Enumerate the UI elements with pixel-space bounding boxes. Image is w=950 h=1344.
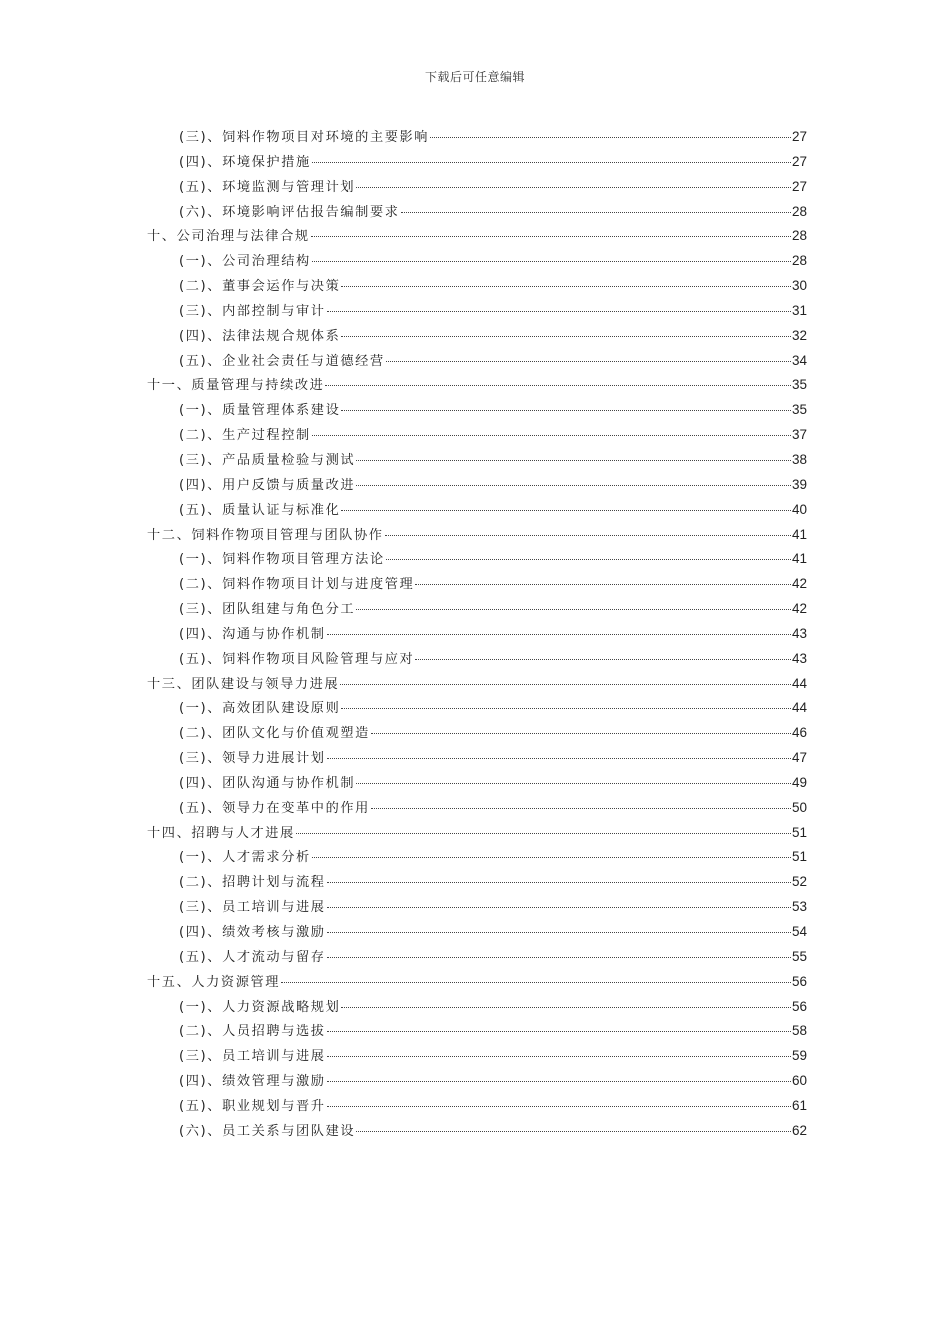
toc-entry-title: (三)、员工培训与进展 bbox=[179, 900, 326, 916]
toc-page-number: 27 bbox=[791, 129, 807, 144]
toc-entry-title: (四)、环境保护措施 bbox=[179, 154, 311, 170]
toc-section-entry[interactable] bbox=[147, 547, 807, 572]
toc-page-number: 40 bbox=[791, 501, 807, 517]
toc-entry-title: (一)、饲料作物项目管理方法论 bbox=[179, 552, 385, 568]
toc-entry-title: (四)、沟通与协作机制 bbox=[179, 626, 326, 642]
toc-entry-title: (一)、质量管理体系建设 bbox=[179, 403, 341, 419]
toc-section-entry[interactable] bbox=[147, 1069, 807, 1094]
table-of-contents bbox=[147, 125, 807, 1144]
toc-page-number: 56 bbox=[791, 973, 807, 989]
toc-entry-title: 十二、饲料作物项目管理与团队协作 bbox=[147, 527, 384, 543]
toc-entry-title: (一)、公司治理结构 bbox=[179, 254, 311, 270]
toc-section-entry[interactable] bbox=[147, 622, 807, 647]
toc-section-entry[interactable] bbox=[147, 1044, 807, 1069]
toc-dot-leader bbox=[341, 408, 791, 411]
toc-entry-title: (三)、员工培训与进展 bbox=[179, 1049, 326, 1065]
toc-entry-title: (一)、人力资源战略规划 bbox=[179, 999, 341, 1015]
toc-dot-leader bbox=[327, 880, 791, 883]
toc-dot-leader bbox=[415, 582, 791, 585]
toc-section-entry[interactable] bbox=[147, 995, 807, 1020]
toc-section-entry[interactable] bbox=[147, 1119, 807, 1144]
toc-dot-leader bbox=[327, 632, 791, 635]
toc-page-number: 53 bbox=[791, 899, 807, 915]
toc-dot-leader bbox=[341, 706, 791, 709]
toc-page-number: 35 bbox=[791, 377, 807, 393]
toc-page-number: 51 bbox=[791, 824, 807, 840]
toc-page-number: 52 bbox=[791, 874, 807, 890]
toc-section-entry[interactable] bbox=[147, 423, 807, 448]
toc-dot-leader bbox=[312, 160, 791, 163]
toc-dot-leader bbox=[341, 1005, 791, 1008]
toc-chapter-entry[interactable] bbox=[147, 373, 807, 398]
toc-page-number: 44 bbox=[791, 675, 807, 691]
toc-page-number: 56 bbox=[791, 998, 807, 1014]
toc-entry-title: (一)、人才需求分析 bbox=[179, 850, 311, 866]
toc-dot-leader bbox=[371, 806, 791, 809]
toc-entry-title: (三)、团队组建与角色分工 bbox=[179, 602, 356, 618]
toc-page-number: 59 bbox=[791, 1048, 807, 1064]
toc-dot-leader bbox=[341, 508, 791, 511]
toc-dot-leader bbox=[341, 284, 791, 287]
toc-section-entry[interactable] bbox=[147, 796, 807, 821]
toc-dot-leader bbox=[385, 533, 791, 536]
toc-dot-leader bbox=[356, 1129, 791, 1132]
toc-entry-title: 十三、团队建设与领导力进展 bbox=[147, 676, 340, 692]
toc-dot-leader bbox=[312, 855, 791, 858]
toc-entry-title: (二)、生产过程控制 bbox=[179, 428, 311, 444]
toc-dot-leader bbox=[327, 309, 791, 312]
toc-page-number: 28 bbox=[791, 253, 807, 269]
toc-page-number: 34 bbox=[791, 352, 807, 368]
toc-entry-title: (六)、员工关系与团队建设 bbox=[179, 1123, 356, 1139]
toc-dot-leader bbox=[430, 135, 791, 138]
toc-dot-leader bbox=[325, 383, 791, 386]
toc-section-entry[interactable] bbox=[147, 945, 807, 970]
toc-section-entry[interactable] bbox=[147, 721, 807, 746]
toc-section-entry[interactable] bbox=[147, 498, 807, 523]
toc-section-entry[interactable] bbox=[147, 870, 807, 895]
toc-page-number: 55 bbox=[791, 948, 807, 964]
toc-page-number: 44 bbox=[791, 700, 807, 716]
toc-page-number: 61 bbox=[791, 1097, 807, 1113]
toc-section-entry[interactable] bbox=[147, 572, 807, 597]
toc-entry-title: (一)、高效团队建设原则 bbox=[179, 701, 341, 717]
toc-dot-leader bbox=[356, 781, 791, 784]
toc-page-number: 32 bbox=[791, 327, 807, 343]
toc-section-entry[interactable] bbox=[147, 299, 807, 324]
toc-section-entry[interactable] bbox=[147, 125, 807, 150]
toc-dot-leader bbox=[386, 359, 791, 362]
toc-page-number: 41 bbox=[791, 551, 807, 567]
toc-entry-title: (三)、内部控制与审计 bbox=[179, 303, 326, 319]
toc-section-entry[interactable] bbox=[147, 920, 807, 945]
toc-page-number: 62 bbox=[791, 1122, 807, 1138]
toc-chapter-entry[interactable] bbox=[147, 523, 807, 548]
toc-page-number: 46 bbox=[791, 725, 807, 741]
toc-entry-title: (五)、质量认证与标准化 bbox=[179, 502, 341, 518]
toc-page-number: 43 bbox=[791, 625, 807, 641]
toc-chapter-entry[interactable] bbox=[147, 821, 807, 846]
toc-dot-leader bbox=[296, 831, 791, 834]
toc-dot-leader bbox=[401, 210, 791, 213]
toc-entry-title: (五)、环境监测与管理计划 bbox=[179, 179, 356, 195]
toc-page-number: 54 bbox=[791, 924, 807, 939]
toc-section-entry[interactable] bbox=[147, 274, 807, 299]
toc-dot-leader bbox=[327, 1079, 791, 1082]
toc-entry-title: (二)、人员招聘与选拔 bbox=[179, 1024, 326, 1040]
toc-dot-leader bbox=[327, 1054, 791, 1057]
toc-dot-leader bbox=[312, 433, 791, 436]
toc-dot-leader bbox=[415, 657, 791, 660]
toc-dot-leader bbox=[327, 905, 791, 908]
toc-page-number: 38 bbox=[791, 451, 807, 467]
toc-dot-leader bbox=[371, 731, 791, 734]
toc-dot-leader bbox=[386, 557, 791, 560]
toc-page-number: 51 bbox=[791, 849, 807, 865]
toc-section-entry[interactable] bbox=[147, 200, 807, 225]
toc-dot-leader bbox=[327, 955, 791, 958]
toc-entry-title: (二)、招聘计划与流程 bbox=[179, 875, 326, 891]
toc-section-entry[interactable] bbox=[147, 175, 807, 200]
toc-page-number: 35 bbox=[791, 402, 807, 418]
toc-section-entry[interactable] bbox=[147, 249, 807, 274]
toc-page-number: 60 bbox=[791, 1073, 807, 1089]
toc-entry-title: (二)、董事会运作与决策 bbox=[179, 279, 341, 295]
toc-page-number: 27 bbox=[791, 178, 807, 194]
toc-page-number: 58 bbox=[791, 1023, 807, 1039]
toc-dot-leader bbox=[327, 756, 791, 759]
toc-page-number: 31 bbox=[791, 302, 807, 318]
toc-section-entry[interactable] bbox=[147, 150, 807, 175]
toc-dot-leader bbox=[327, 1029, 791, 1032]
toc-section-entry[interactable] bbox=[147, 324, 807, 349]
toc-section-entry[interactable] bbox=[147, 895, 807, 920]
toc-dot-leader bbox=[356, 458, 791, 461]
toc-dot-leader bbox=[327, 1104, 791, 1107]
toc-section-entry[interactable] bbox=[147, 1094, 807, 1119]
page-header: 下载后可任意编辑 bbox=[424, 70, 525, 84]
toc-dot-leader bbox=[356, 607, 791, 610]
toc-entry-title: (二)、饲料作物项目计划与进度管理 bbox=[179, 577, 415, 593]
toc-section-entry[interactable] bbox=[147, 349, 807, 374]
toc-dot-leader bbox=[356, 185, 791, 188]
toc-dot-leader bbox=[341, 334, 791, 337]
toc-page-number: 37 bbox=[791, 427, 807, 443]
toc-page-number: 43 bbox=[791, 650, 807, 666]
toc-entry-title: (三)、领导力进展计划 bbox=[179, 751, 326, 767]
toc-section-entry[interactable] bbox=[147, 647, 807, 672]
toc-page-number: 28 bbox=[791, 228, 807, 244]
toc-dot-leader bbox=[327, 930, 791, 933]
toc-entry-title: (五)、领导力在变革中的作用 bbox=[179, 800, 370, 816]
toc-page-number: 42 bbox=[791, 576, 807, 592]
toc-page-number: 42 bbox=[791, 601, 807, 617]
toc-chapter-entry[interactable] bbox=[147, 224, 807, 249]
toc-chapter-entry[interactable] bbox=[147, 672, 807, 697]
toc-section-entry[interactable] bbox=[147, 473, 807, 498]
toc-section-entry[interactable] bbox=[147, 597, 807, 622]
toc-page-number: 47 bbox=[791, 750, 807, 766]
toc-entry-title: (四)、用户反馈与质量改进 bbox=[179, 477, 356, 493]
toc-entry-title: (四)、绩效管理与激励 bbox=[179, 1074, 326, 1090]
toc-page-number: 28 bbox=[791, 203, 807, 219]
toc-dot-leader bbox=[356, 483, 791, 486]
toc-entry-title: (五)、企业社会责任与道德经营 bbox=[179, 353, 385, 369]
toc-entry-title: (六)、环境影响评估报告编制要求 bbox=[179, 204, 400, 220]
toc-entry-title: (四)、绩效考核与激励 bbox=[179, 925, 326, 940]
toc-entry-title: (五)、饲料作物项目风险管理与应对 bbox=[179, 651, 415, 667]
toc-section-entry[interactable] bbox=[147, 696, 807, 721]
toc-section-entry[interactable] bbox=[147, 398, 807, 423]
toc-section-entry[interactable] bbox=[147, 845, 807, 870]
toc-page-number: 50 bbox=[791, 799, 807, 815]
toc-section-entry[interactable] bbox=[147, 448, 807, 473]
toc-dot-leader bbox=[312, 259, 791, 262]
toc-section-entry[interactable] bbox=[147, 771, 807, 796]
toc-entry-title: 十一、质量管理与持续改进 bbox=[147, 378, 325, 394]
toc-dot-leader bbox=[311, 234, 791, 237]
toc-section-entry[interactable] bbox=[147, 746, 807, 771]
toc-page-number: 30 bbox=[791, 278, 807, 294]
toc-entry-title: (三)、饲料作物项目对环境的主要影响 bbox=[179, 130, 430, 145]
toc-entry-title: (四)、团队沟通与协作机制 bbox=[179, 775, 356, 791]
toc-section-entry[interactable] bbox=[147, 1019, 807, 1044]
toc-page-number: 27 bbox=[791, 153, 807, 169]
toc-page-number: 49 bbox=[791, 774, 807, 790]
toc-chapter-entry[interactable] bbox=[147, 970, 807, 995]
toc-dot-leader bbox=[281, 980, 791, 983]
toc-entry-title: (四)、法律法规合规体系 bbox=[179, 328, 341, 344]
toc-page-number: 41 bbox=[791, 526, 807, 542]
toc-dot-leader bbox=[340, 682, 791, 685]
toc-entry-title: 十四、招聘与人才进展 bbox=[147, 825, 295, 841]
toc-entry-title: 十、公司治理与法律合规 bbox=[147, 229, 310, 245]
toc-entry-title: (二)、团队文化与价值观塑造 bbox=[179, 726, 370, 742]
toc-entry-title: 十五、人力资源管理 bbox=[147, 974, 281, 990]
toc-entry-title: (五)、人才流动与留存 bbox=[179, 949, 326, 965]
toc-entry-title: (五)、职业规划与晋升 bbox=[179, 1098, 326, 1114]
toc-page-number: 39 bbox=[791, 476, 807, 492]
toc-entry-title: (三)、产品质量检验与测试 bbox=[179, 452, 356, 468]
